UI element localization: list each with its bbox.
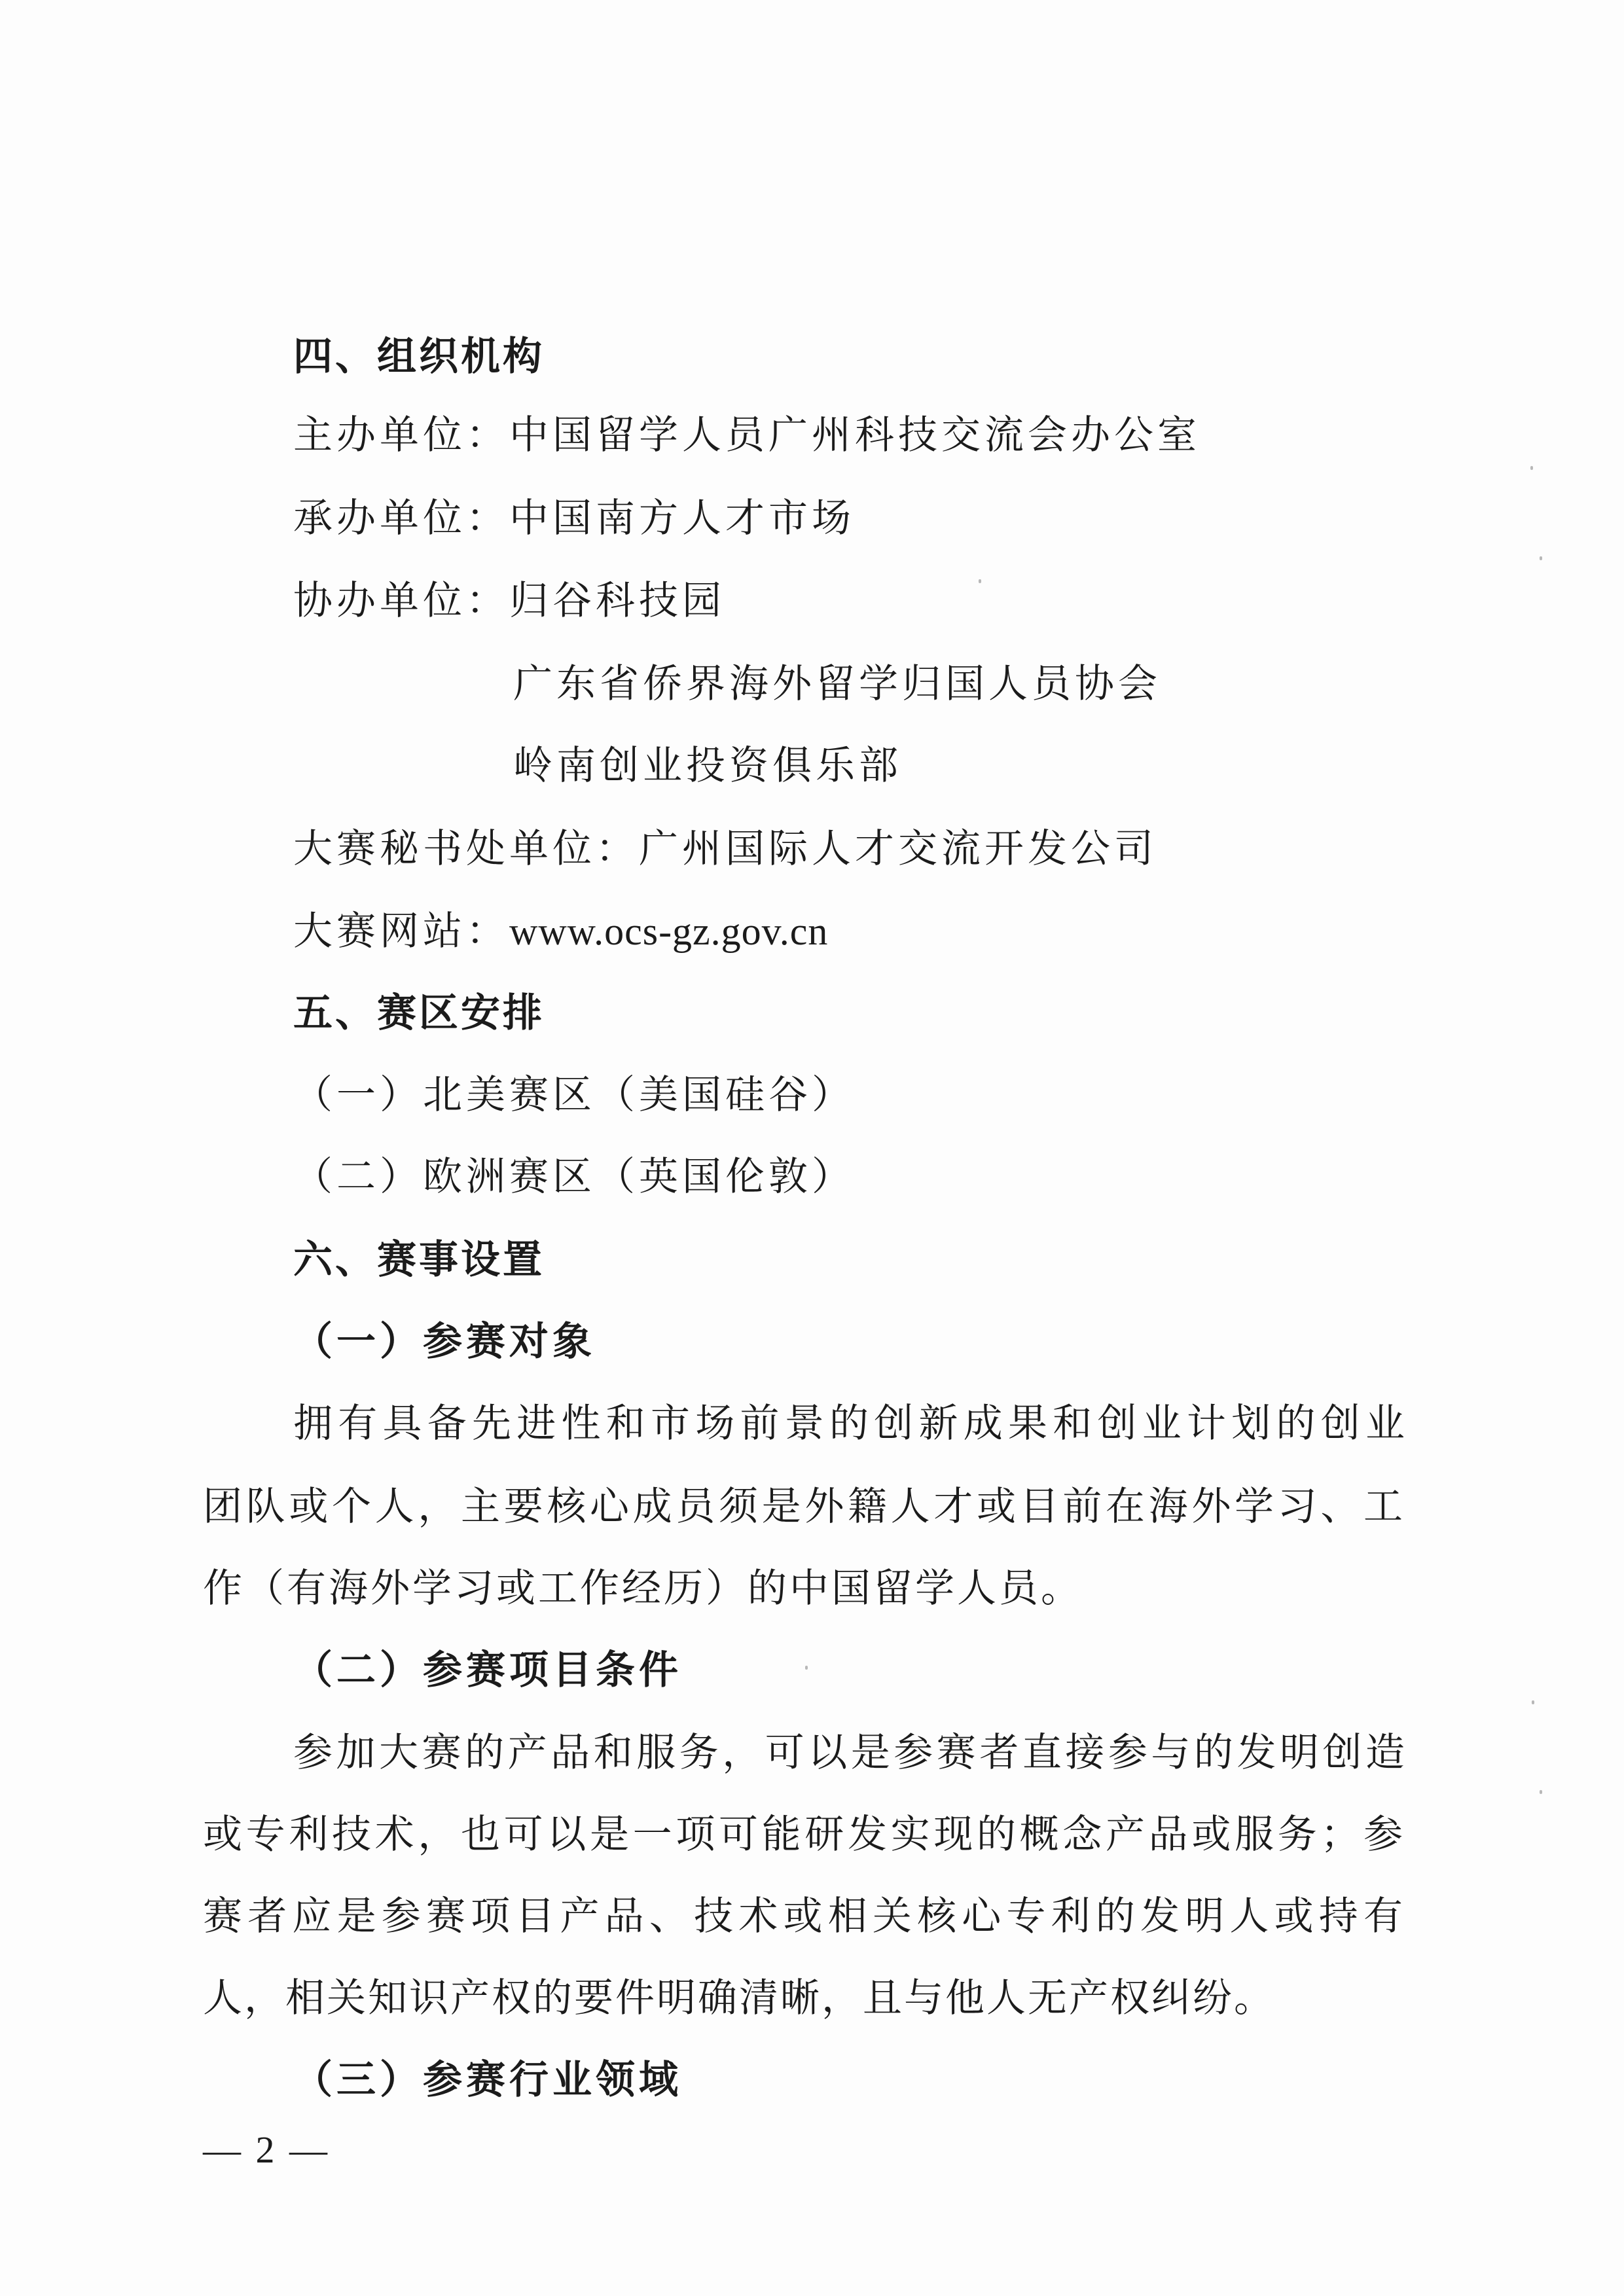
region-item-north-america: （一）北美赛区（美国硅谷） — [293, 1072, 855, 1118]
participants-line-3: 作（有海外学习或工作经历）的中国留学人员。 — [203, 1566, 1083, 1611]
organizer-value: 中国南方人才市场 — [509, 495, 855, 541]
page-number: — 2 — — [203, 2128, 330, 2171]
secretariat-value: 广州国际人才交流开发公司 — [639, 826, 1157, 872]
conditions-line-1: 参加大赛的产品和服务，可以是参赛者直接参与的发明创造 — [293, 1730, 1406, 1776]
website-label: 大赛网站： — [293, 908, 509, 954]
scan-speck — [979, 579, 981, 583]
co-organizer-row — [293, 575, 725, 627]
conditions-line-3: 赛者应是参赛项目产品、技术或相关核心专利的发明人或持有 — [203, 1893, 1404, 1939]
host-value: 中国留学人员广州科技交流会办公室 — [509, 412, 1200, 458]
co-organizer-value-2: 广东省侨界海外留学归国人员协会 — [513, 661, 1161, 707]
website-row — [293, 905, 828, 958]
conditions-line-4: 人，相关知识产权的要件明确清晰，且与他人无产权纠纷。 — [203, 1975, 1275, 2021]
participants-line-1: 拥有具备先进性和市场前景的创新成果和创业计划的创业 — [293, 1401, 1406, 1446]
subheading-participants: （一）参赛对象 — [293, 1319, 596, 1365]
co-organizer-value-3: 岭南创业投资俱乐部 — [513, 743, 902, 789]
website-link[interactable]: www.ocs-gz.gov.cn — [509, 910, 829, 953]
section-heading-organization: 四、组织机构 — [293, 334, 545, 380]
scan-speck — [805, 1666, 808, 1670]
subheading-project-conditions: （二）参赛项目条件 — [293, 1647, 682, 1693]
participants-line-2: 团队或个人，主要核心成员须是外籍人才或目前在海外学习、工 — [203, 1484, 1404, 1530]
host-label: 主办单位： — [293, 412, 509, 458]
subheading-industry: （三）参赛行业领域 — [293, 2057, 682, 2103]
conditions-line-2: 或专利技术，也可以是一项可能研发实现的概念产品或服务；参 — [203, 1812, 1404, 1857]
section-heading-settings: 六、赛事设置 — [293, 1237, 545, 1283]
scan-speck — [1540, 556, 1542, 560]
co-organizer-label: 协办单位： — [293, 578, 509, 624]
organizer-row — [293, 492, 855, 545]
region-item-europe: （二）欧洲赛区（英国伦敦） — [293, 1154, 855, 1200]
scan-speck — [1532, 1700, 1534, 1704]
scan-speck — [1530, 466, 1533, 470]
secretariat-row — [293, 823, 1157, 875]
organizer-label: 承办单位： — [293, 495, 509, 541]
secretariat-label: 大赛秘书处单位： — [293, 826, 639, 872]
host-row — [293, 409, 1200, 461]
co-organizer-value-1: 归谷科技园 — [509, 578, 725, 624]
scan-speck — [1540, 1790, 1542, 1794]
section-heading-regions: 五、赛区安排 — [293, 990, 545, 1036]
